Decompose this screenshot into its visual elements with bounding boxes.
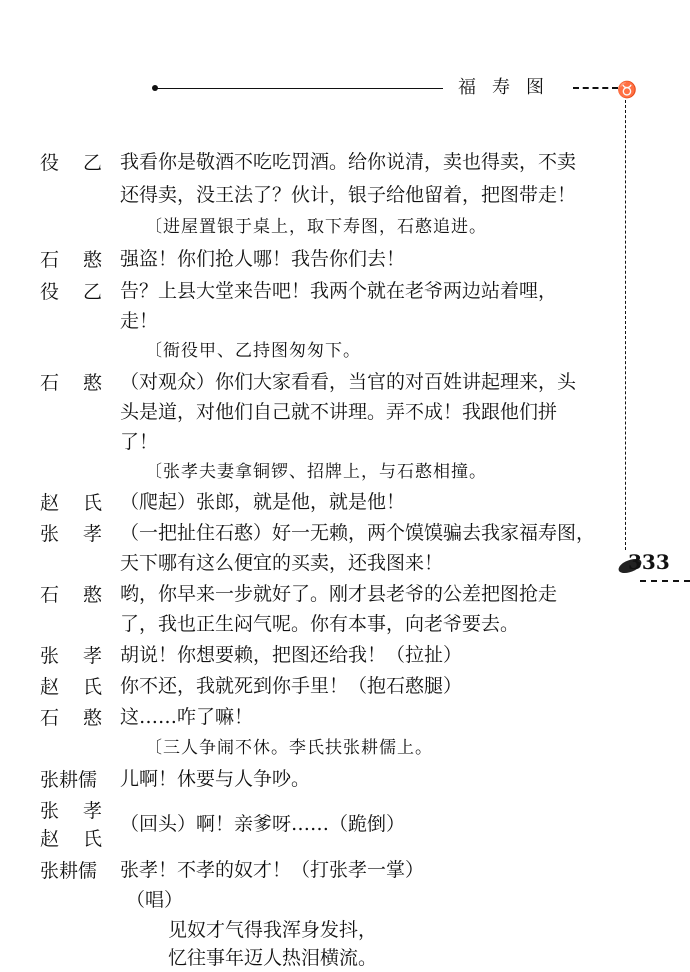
- knot-ornament-icon: ♉: [617, 80, 637, 99]
- margin-dashed-line: [625, 100, 626, 550]
- speaker-label: 张孝: [40, 523, 127, 545]
- stage-direction: 〔衙役甲、乙持图匆匆下。: [145, 341, 361, 361]
- running-title: 福寿图: [458, 77, 560, 98]
- dialogue-line: 这……咋了嘛！: [120, 706, 254, 728]
- dialogue-line: 哟，你早来一步就好了。刚才县老爷的公差把图抢走: [120, 583, 558, 605]
- dialogue-line: （爬起）张郎，就是他，就是他！: [120, 491, 406, 513]
- speaker-label: 石憨: [40, 249, 127, 271]
- dialogue-line: （回头）啊！亲爹呀……（跪倒）: [120, 813, 406, 835]
- dialogue-line: 你不还，我就死到你手里！（抱石憨腿）: [120, 675, 463, 697]
- dialogue-line: 胡说！你想要赖，把图还给我！（拉扯）: [120, 644, 463, 666]
- speaker-label: 役乙: [40, 281, 127, 303]
- speaker-label: 石憨: [40, 372, 127, 394]
- dialogue-line: 告？上县大堂来告吧！我两个就在老爷两边站着哩，: [120, 280, 558, 302]
- speaker-label: 张耕儒: [40, 860, 98, 882]
- speaker-label: 石憨: [40, 584, 127, 606]
- stage-direction: 〔张孝夫妻拿铜锣、招牌上，与石憨相撞。: [145, 462, 487, 482]
- speaker-label: 张孝: [40, 800, 127, 822]
- dialogue-line: 我看你是敬酒不吃吃罚酒。给你说清，卖也得卖，不卖: [120, 151, 577, 173]
- stage-direction: 〔进屋置银于桌上，取下寿图，石憨追进。: [145, 217, 487, 237]
- verse-line: 见奴才气得我浑身发抖，: [168, 919, 378, 941]
- stage-direction: 〔三人争闹不休。李氏扶张耕儒上。: [145, 738, 433, 758]
- speaker-label: 赵氏: [40, 492, 127, 514]
- dialogue-line: （对观众）你们大家看看，当官的对百姓讲起理来，头: [120, 371, 577, 393]
- dialogue-line: 头是道，对他们自己就不讲理。弄不成！我跟他们拼: [120, 401, 558, 423]
- speaker-label: 张耕儒: [40, 769, 98, 791]
- speaker-label: 赵氏: [40, 828, 127, 850]
- dialogue-line: 走！: [120, 310, 159, 332]
- dialogue-line: 天下哪有这么便宜的买卖，还我图来！: [120, 552, 444, 574]
- verse-line: 忆往事年迈人热泪横流。: [168, 947, 378, 969]
- header-rule: [155, 88, 443, 89]
- speaker-label: 张孝: [40, 645, 127, 667]
- dialogue-line: 还得卖，没王法了？伙计，银子给他留着，把图带走！: [120, 184, 577, 206]
- speaker-label: 石憨: [40, 707, 127, 729]
- page-number-dashes: [640, 580, 690, 582]
- dialogue-line: 张孝！不孝的奴才！（打张孝一掌）: [120, 859, 425, 881]
- dialogue-line: 了，我也正生闷气呢。你有本事，向老爷要去。: [120, 613, 520, 635]
- page-number: 333: [628, 550, 670, 574]
- dialogue-line: 了！: [120, 431, 159, 453]
- dialogue-line: 强盗！你们抢人哪！我告你们去！: [120, 248, 406, 270]
- speaker-label: 役乙: [40, 152, 127, 174]
- speaker-label: 赵氏: [40, 676, 127, 698]
- header-dashes: [573, 87, 618, 89]
- dialogue-line: （一把扯住石憨）好一无赖，两个馍馍骗去我家福寿图，: [120, 522, 596, 544]
- dialogue-line: 儿啊！休要与人争吵。: [120, 768, 311, 790]
- sung-marker: （唱）: [126, 889, 184, 911]
